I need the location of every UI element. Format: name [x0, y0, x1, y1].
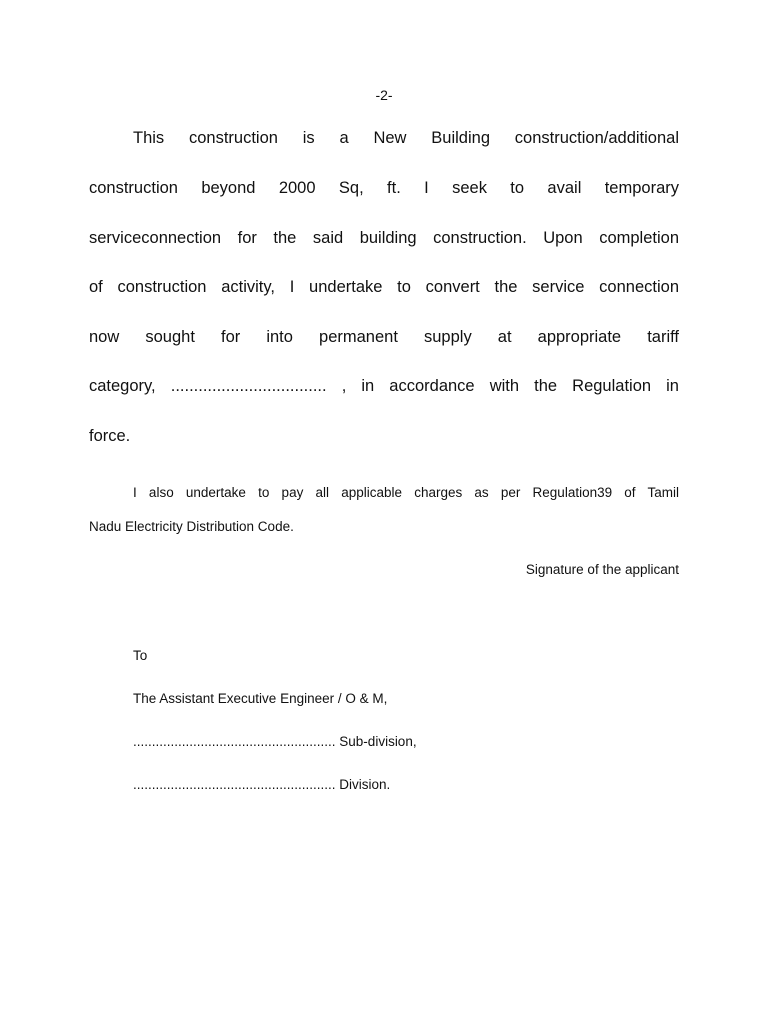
page-number: -2- [375, 87, 393, 103]
paragraph1-line-5: now sought for into permanent supply at appropriate tariff [89, 328, 679, 346]
address-division: ...................................................... Division. [133, 777, 391, 792]
paragraph1-line-4: of construction activity, I undertake to convert the service connection [89, 278, 679, 296]
paragraph1-line-1: This construction is a New Building construction/additional [133, 129, 679, 147]
paragraph1-line-7: force. [89, 427, 131, 445]
paragraph1-line-3: serviceconnection for the said building construction. Upon completion [89, 229, 679, 247]
paragraph2-line-2: Nadu Electricity Distribution Code. [89, 519, 294, 534]
address-subdivision: ...................................................... Sub-division, [133, 734, 417, 749]
paragraph2-line-1: I also undertake to pay all applicable charges as per Regulation39 of Tamil [133, 485, 679, 500]
address-addressee: The Assistant Executive Engineer / O & M, [133, 691, 388, 706]
paragraph1-line-2: construction beyond 2000 Sq, ft. I seek to avail temporary [89, 179, 679, 197]
address-to: To [133, 648, 148, 663]
signature-label: Signature of the applicant [525, 562, 679, 577]
paragraph1-line-6: category, .................................. , in accordance with the Regulation in [89, 377, 679, 395]
